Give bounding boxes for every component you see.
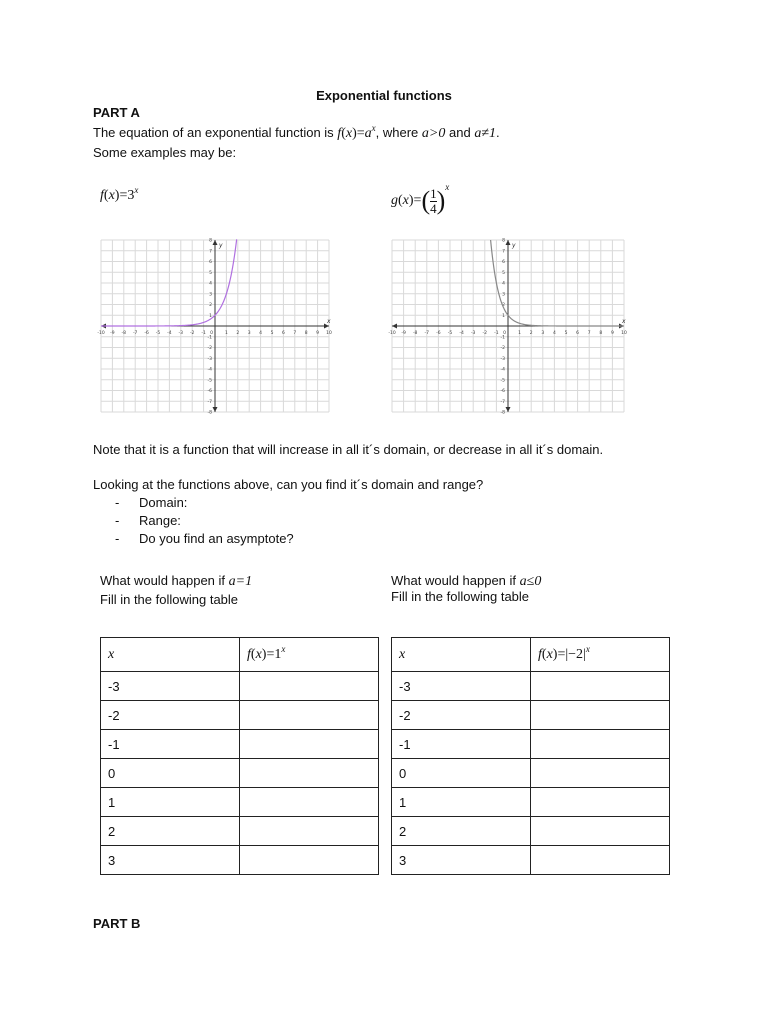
general-formula: $f(x)=a^x$ (337, 123, 376, 141)
graph-f (99, 238, 331, 414)
y-tick-label: 6 (502, 260, 505, 265)
table-row: 1 (392, 788, 670, 817)
x-tick-label: -8 (121, 331, 127, 336)
x-tick-label: -2 (189, 331, 195, 336)
question-list (115, 494, 515, 548)
table-row: -1 (101, 730, 379, 759)
y-axis-arrow (213, 240, 218, 245)
y-tick-label: 2 (502, 303, 505, 308)
question-text: Looking at the functions above, can you find it´s domain and range? (93, 477, 484, 492)
value-table-a-le-0 (391, 637, 670, 875)
x-tick-label: -5 (447, 331, 453, 336)
x-tick-label: 8 (599, 331, 603, 336)
answer-cell[interactable] (240, 672, 379, 701)
examples-line: Some examples may be: (93, 145, 237, 160)
origin-label: 0 (210, 331, 213, 336)
x-tick-label: -4 (167, 331, 172, 336)
x-tick-label: 4 (552, 331, 556, 336)
part-b-heading: PART B (93, 916, 141, 931)
y-tick-label: -8 (207, 410, 212, 416)
value-table-a-equals-1 (100, 637, 379, 875)
y-axis-label: y (219, 242, 223, 249)
x-tick-label: 1 (518, 331, 522, 336)
y-tick-label: 3 (209, 292, 212, 298)
x-tick-label: -7 (132, 331, 138, 336)
x-tick-label: 3 (247, 331, 251, 336)
answer-cell[interactable] (531, 701, 670, 730)
y-tick-label: -6 (207, 389, 212, 394)
x-tick-label: -6 (144, 331, 149, 336)
table-header-row (392, 638, 670, 672)
y-tick-label: -5 (207, 378, 212, 384)
part-a-heading: PART A (93, 105, 140, 120)
y-tick-label: 1 (209, 313, 212, 319)
intro-prefix: The equation of an exponential function is (93, 125, 334, 140)
x-tick-label: -2 (482, 331, 488, 336)
y-tick-label: 3 (502, 292, 505, 298)
x-tick-label: -10 (97, 331, 105, 336)
y-tick-label: -3 (207, 356, 212, 362)
x-tick-label: -1 (494, 331, 499, 336)
graph-g (390, 238, 626, 414)
formula-g: g(x)=( $\frac{1}{4}$ )$^x$ (391, 182, 450, 216)
table-row: 3 (392, 846, 670, 875)
y-tick-label: 4 (502, 281, 505, 287)
table-row: -1 (392, 730, 670, 759)
y-tick-label: -1 (207, 335, 212, 341)
y-tick-label: 6 (209, 260, 212, 265)
answer-cell[interactable] (531, 817, 670, 846)
y-tick-label: -2 (207, 346, 212, 351)
what-if-right: What would happen if a≤0 (391, 573, 542, 589)
condition-positive: a>0 (421, 126, 446, 141)
table-row: 1 (101, 788, 379, 817)
y-tick-label: -8 (500, 410, 505, 416)
y-tick-label: -5 (500, 378, 505, 384)
x-tick-label: -3 (178, 331, 184, 336)
answer-cell[interactable] (240, 817, 379, 846)
y-tick-label: 7 (502, 249, 505, 255)
x-axis-label: x (327, 318, 331, 325)
table-row: 2 (392, 817, 670, 846)
answer-cell[interactable] (240, 730, 379, 759)
y-tick-label: 4 (209, 281, 212, 287)
x-tick-label: 6 (576, 331, 580, 336)
y-axis-label: y (512, 242, 516, 249)
y-tick-label: -7 (500, 399, 505, 405)
x-tick-label: 5 (564, 331, 568, 336)
answer-cell[interactable] (240, 846, 379, 875)
header-fx: $f(x)=|-2|^x$ (531, 638, 670, 672)
formula-f: $f(x)=3^x$ (100, 185, 139, 203)
origin-label: 0 (503, 331, 506, 336)
table-row: 2 (101, 817, 379, 846)
x-tick-label: 10 (326, 331, 332, 336)
x-tick-label: -8 (412, 331, 418, 336)
table-header-row (101, 638, 379, 672)
y-tick-label: -7 (207, 399, 212, 405)
fraction-one-quarter: $\frac{1}{4}$ (430, 185, 437, 216)
y-tick-label: 1 (502, 313, 505, 319)
x-tick-label: 1 (224, 331, 228, 336)
x-tick-label: 2 (236, 331, 240, 336)
answer-cell[interactable] (531, 788, 670, 817)
list-item: - Do you find an asymptote? (115, 531, 294, 546)
x-tick-label: -10 (388, 331, 396, 336)
header-fx: $f(x)=1^x$ (240, 638, 379, 672)
y-tick-label: 7 (209, 249, 212, 255)
table-row: -3 (101, 672, 379, 701)
y-tick-label: -4 (500, 367, 505, 373)
answer-cell[interactable] (531, 846, 670, 875)
page-title: Exponential functions (316, 88, 452, 103)
answer-cell[interactable] (531, 759, 670, 788)
answer-cell[interactable] (531, 672, 670, 701)
intro-mid: , where (375, 125, 419, 140)
x-axis-arrow (392, 324, 397, 329)
intro-and: and (448, 125, 471, 140)
table-row: 0 (392, 759, 670, 788)
x-tick-label: 4 (259, 331, 263, 336)
list-item: - Domain: (115, 495, 188, 510)
x-tick-label: 7 (293, 331, 297, 336)
intro-line (93, 124, 500, 142)
x-tick-label: -7 (424, 331, 430, 336)
x-tick-label: 9 (610, 331, 614, 336)
x-axis-label: x (622, 318, 626, 325)
y-tick-label: -1 (500, 335, 505, 341)
note-text: Note that it is a function that will increase in all it´s domain, or decrease in all it´s domain. (93, 442, 604, 457)
y-tick-label: 8 (209, 238, 212, 244)
y-tick-label: 5 (209, 270, 212, 276)
table-row: -3 (392, 672, 670, 701)
x-tick-label: -1 (201, 331, 206, 336)
x-tick-label: -6 (436, 331, 441, 336)
header-x: x (392, 638, 531, 672)
x-tick-label: 2 (529, 331, 533, 336)
x-tick-label: 10 (621, 331, 627, 336)
fill-table-right: Fill in the following table (391, 589, 530, 604)
x-tick-label: -9 (110, 331, 115, 336)
what-if-left: What would happen if a=1 (100, 573, 253, 589)
header-x: x (101, 638, 240, 672)
y-tick-label: -3 (500, 356, 505, 362)
answer-cell[interactable] (531, 730, 670, 759)
fill-table-left: Fill in the following table (100, 592, 239, 607)
x-tick-label: 7 (587, 331, 591, 336)
y-axis-arrow (506, 240, 511, 245)
x-tick-label: -9 (401, 331, 406, 336)
y-tick-label: 5 (502, 270, 505, 276)
table-row: 3 (101, 846, 379, 875)
answer-cell[interactable] (240, 759, 379, 788)
y-tick-label: -6 (500, 389, 505, 394)
condition-not-one: a≠1 (474, 126, 496, 141)
x-tick-label: -5 (155, 331, 161, 336)
x-tick-label: 3 (541, 331, 545, 336)
y-tick-label: 2 (209, 303, 212, 308)
y-tick-label: -4 (207, 367, 212, 373)
intro-end: . (496, 125, 500, 140)
x-tick-label: 8 (304, 331, 308, 336)
x-tick-label: -4 (459, 331, 464, 336)
x-tick-label: -3 (470, 331, 476, 336)
x-tick-label: 6 (281, 331, 285, 336)
answer-cell[interactable] (240, 788, 379, 817)
list-item: - Range: (115, 513, 181, 528)
y-axis-arrow (213, 407, 218, 412)
table-row: 0 (101, 759, 379, 788)
answer-cell[interactable] (240, 701, 379, 730)
x-tick-label: 5 (270, 331, 274, 336)
y-tick-label: -2 (500, 346, 505, 351)
y-axis-arrow (506, 407, 511, 412)
y-tick-label: 8 (502, 238, 505, 244)
table-row: -2 (392, 701, 670, 730)
x-tick-label: 9 (316, 331, 320, 336)
table-row: -2 (101, 701, 379, 730)
